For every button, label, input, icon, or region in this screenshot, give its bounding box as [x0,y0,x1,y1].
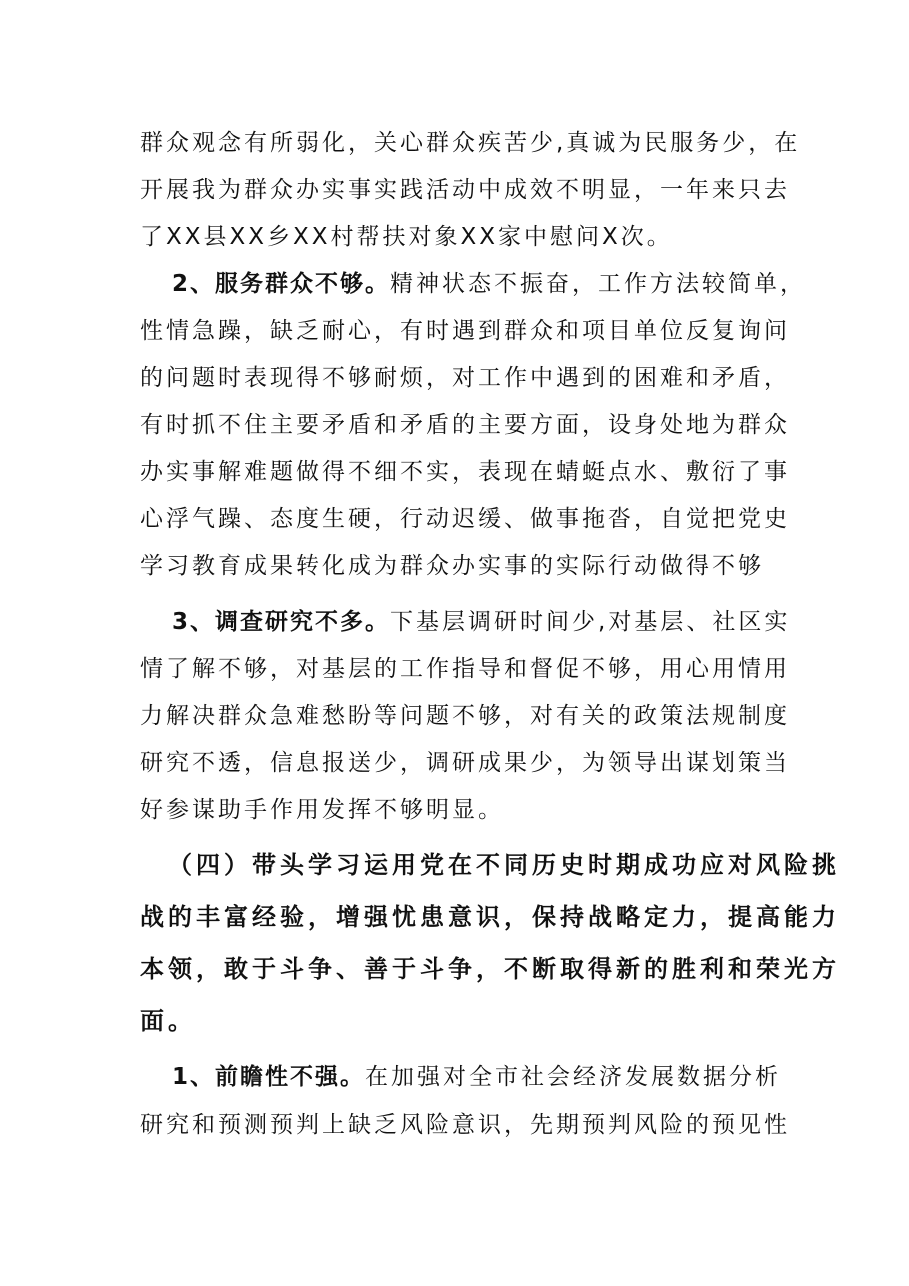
para-line: 有时抓不住主要矛盾和矛盾的主要方面，设身处地为群众 [140,412,790,438]
para-line: 了XX县XX乡XX村帮扶对象XX家中慰问X次。 [140,224,673,250]
para-line: 力解决群众急难愁盼等问题不够，对有关的政策法规制度 [140,703,790,729]
para-line: 研究和预测预判上缺乏风险意识，先期预判风险的预见性 [140,1112,790,1138]
para-line: 办实事解难题做得不细不实，表现在蜻蜓点水、敷衍了事 [140,459,790,485]
para-line: 的问题时表现得不够耐烦，对工作中遇到的困难和矛盾， [140,365,790,391]
para-line: 学习教育成果转化成为群众办实事的实际行动做得不够 [140,553,764,579]
item-1-first-line [172,1062,781,1092]
section-heading-line: 面。 [140,1007,196,1035]
item-2-text: 精神状态不振奋，工作方法较简单， [390,271,807,297]
item-2-heading: 2、服务群众不够。 [172,271,391,297]
para-line: 研究不透，信息报送少，调研成果少，为领导出谋划策当 [140,750,790,776]
section-heading-line: （四）带头学习运用党在不同历史时期成功应对风险挑 [168,851,840,879]
item-2-first-line [172,269,806,299]
para-line: 群众观念有所弱化，关心群众疾苦少,真诚为民服务少，在 [140,130,801,156]
section-heading-line: 战的丰富经验，增强忧患意识，保持战略定力，提高能力 [140,903,840,931]
para-line: 开展我为群众办实事实践活动中成效不明显，一年来只去 [140,177,790,203]
para-line: 情了解不够，对基层的工作指导和督促不够，用心用情用 [140,656,790,682]
item-3-heading: 3、调查研究不多。 [172,609,391,635]
para-line: 心浮气躁、态度生硬，行动迟缓、做事拖沓，自觉把党史 [140,506,790,532]
para-line: 性情急躁，缺乏耐心，有时遇到群众和项目单位反复询问 [140,318,790,344]
item-3-text: 下基层调研时间少,对基层、社区实 [390,609,791,635]
section-heading-line: 本领，敢于斗争、善于斗争，不断取得新的胜利和荣光方 [140,955,840,983]
para-line: 好参谋助手作用发挥不够明显。 [140,797,504,823]
item-3-first-line [172,607,790,637]
item-1-text: 在加强对全市社会经济发展数据分析 [365,1064,782,1090]
item-1-heading: 1、前瞻性不强。 [172,1064,366,1090]
